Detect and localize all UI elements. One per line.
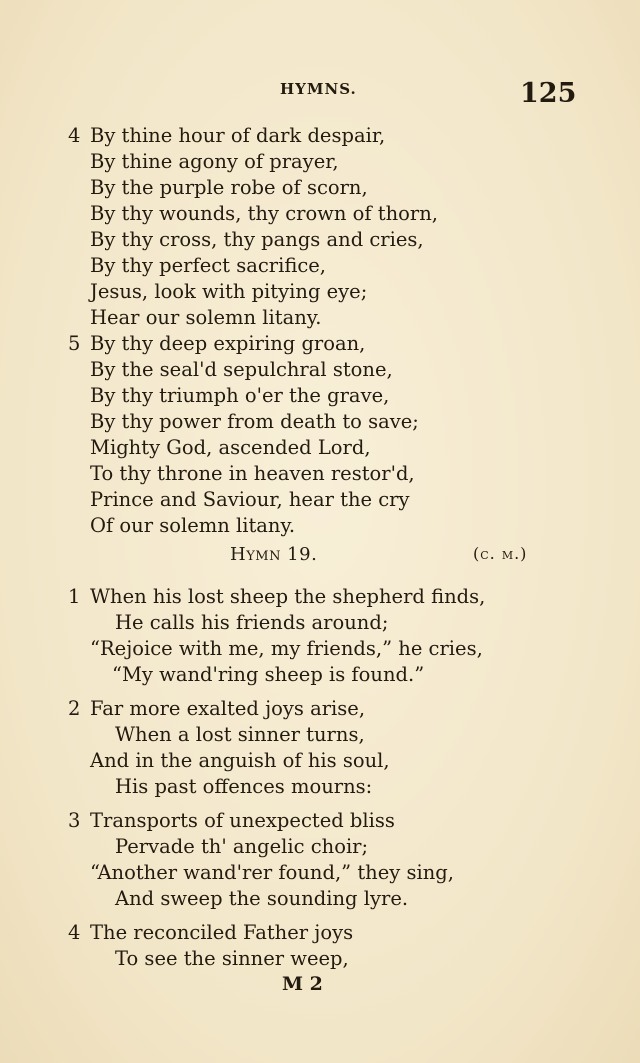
stanza-number: 3 xyxy=(68,809,81,832)
verse-line: Mighty God, ascended Lord, xyxy=(90,436,371,459)
verse-line: His past offences mourns: xyxy=(115,775,373,798)
verse-line: By thy power from death to save; xyxy=(90,410,419,433)
verse-line: To thy throne in heaven restor'd, xyxy=(90,462,415,485)
verse-line: By the purple robe of scorn, xyxy=(90,176,368,199)
stanza-number: 5 xyxy=(68,332,81,355)
verse-line: “Rejoice with me, my friends,” he cries, xyxy=(90,637,483,660)
stanza-number: 4 xyxy=(68,124,81,147)
verse-line: “Another wand'rer found,” they sing, xyxy=(90,861,454,884)
verse-line: Far more exalted joys arise, xyxy=(90,697,366,720)
verse-line: And in the anguish of his soul, xyxy=(90,749,390,772)
verse-line: Of our solemn litany. xyxy=(90,514,296,537)
page-number: 125 xyxy=(520,78,577,109)
stanza-number: 4 xyxy=(68,921,81,944)
signature-mark: M 2 xyxy=(282,973,323,995)
verse-line: When his lost sheep the shepherd finds, xyxy=(90,585,486,608)
verse-line: By thy perfect sacrifice, xyxy=(90,254,326,277)
verse-line: Prince and Saviour, hear the cry xyxy=(90,488,410,511)
verse-line: Pervade th' angelic choir; xyxy=(115,835,369,858)
verse-line: The reconciled Father joys xyxy=(90,921,354,944)
verse-line: Transports of unexpected bliss xyxy=(90,809,395,832)
verse-line: Hear our solemn litany. xyxy=(90,306,322,329)
verse-line: By thine agony of prayer, xyxy=(90,150,339,173)
hymn-meter: (c. m.) xyxy=(473,544,528,563)
verse-line: By thy deep expiring groan, xyxy=(90,332,366,355)
verse-line: Jesus, look with pitying eye; xyxy=(90,280,368,303)
verse-line: He calls his friends around; xyxy=(115,611,389,634)
verse-line: By thy triumph o'er the grave, xyxy=(90,384,390,407)
verse-line: When a lost sinner turns, xyxy=(115,723,365,746)
verse-line: “My wand'ring sheep is found.” xyxy=(112,663,425,686)
verse-line: To see the sinner weep, xyxy=(115,947,349,970)
verse-line: By thy wounds, thy crown of thorn, xyxy=(90,202,439,225)
verse-line: By the seal'd sepulchral stone, xyxy=(90,358,393,381)
stanza-number: 2 xyxy=(68,697,81,720)
verse-line: By thy cross, thy pangs and cries, xyxy=(90,228,424,251)
stanza-number: 1 xyxy=(68,585,81,608)
verse-line: And sweep the sounding lyre. xyxy=(115,887,409,910)
running-head: HYMNS. xyxy=(280,80,357,98)
hymn-title: Hymn 19. xyxy=(230,544,318,565)
verse-line: By thine hour of dark despair, xyxy=(90,124,386,147)
